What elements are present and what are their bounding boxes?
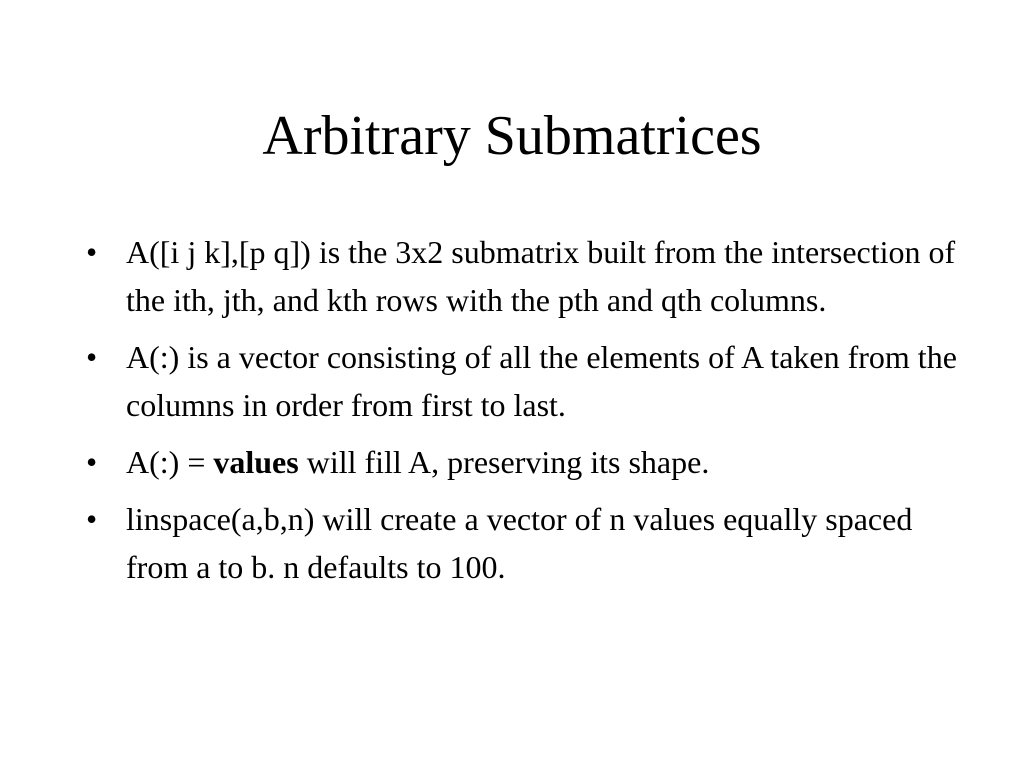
bullet-list [86,228,966,600]
bullet-marker: • [86,234,98,270]
bullet-marker: • [86,501,98,537]
bullet-marker: • [86,444,98,480]
slide-title: Arbitrary Submatrices [262,105,762,167]
bullet-item-linspace [86,495,966,591]
bullet-text: A(:) is a vector consisting of all the elements of A taken from the columns in order from first to last. [126,339,957,423]
bullet-text-before: A(:) = [126,444,214,480]
bullet-text: linspace(a,b,n) will create a vector of n values equally spaced from a to b. n defaults to 100. [126,501,913,585]
bullet-item-colon-assign [86,438,966,486]
bullet-item-submatrix-indexing [86,228,966,324]
bullet-text: A([i j k],[p q]) is the 3x2 submatrix built from the intersection of the ith, jth, and kth rows with the pth and qth columns. [126,234,956,318]
bullet-item-colon-vector [86,333,966,429]
bullet-text-bold: values [213,444,299,480]
bullet-marker: • [86,339,98,375]
bullet-text-after: will fill A, preserving its shape. [298,444,710,480]
